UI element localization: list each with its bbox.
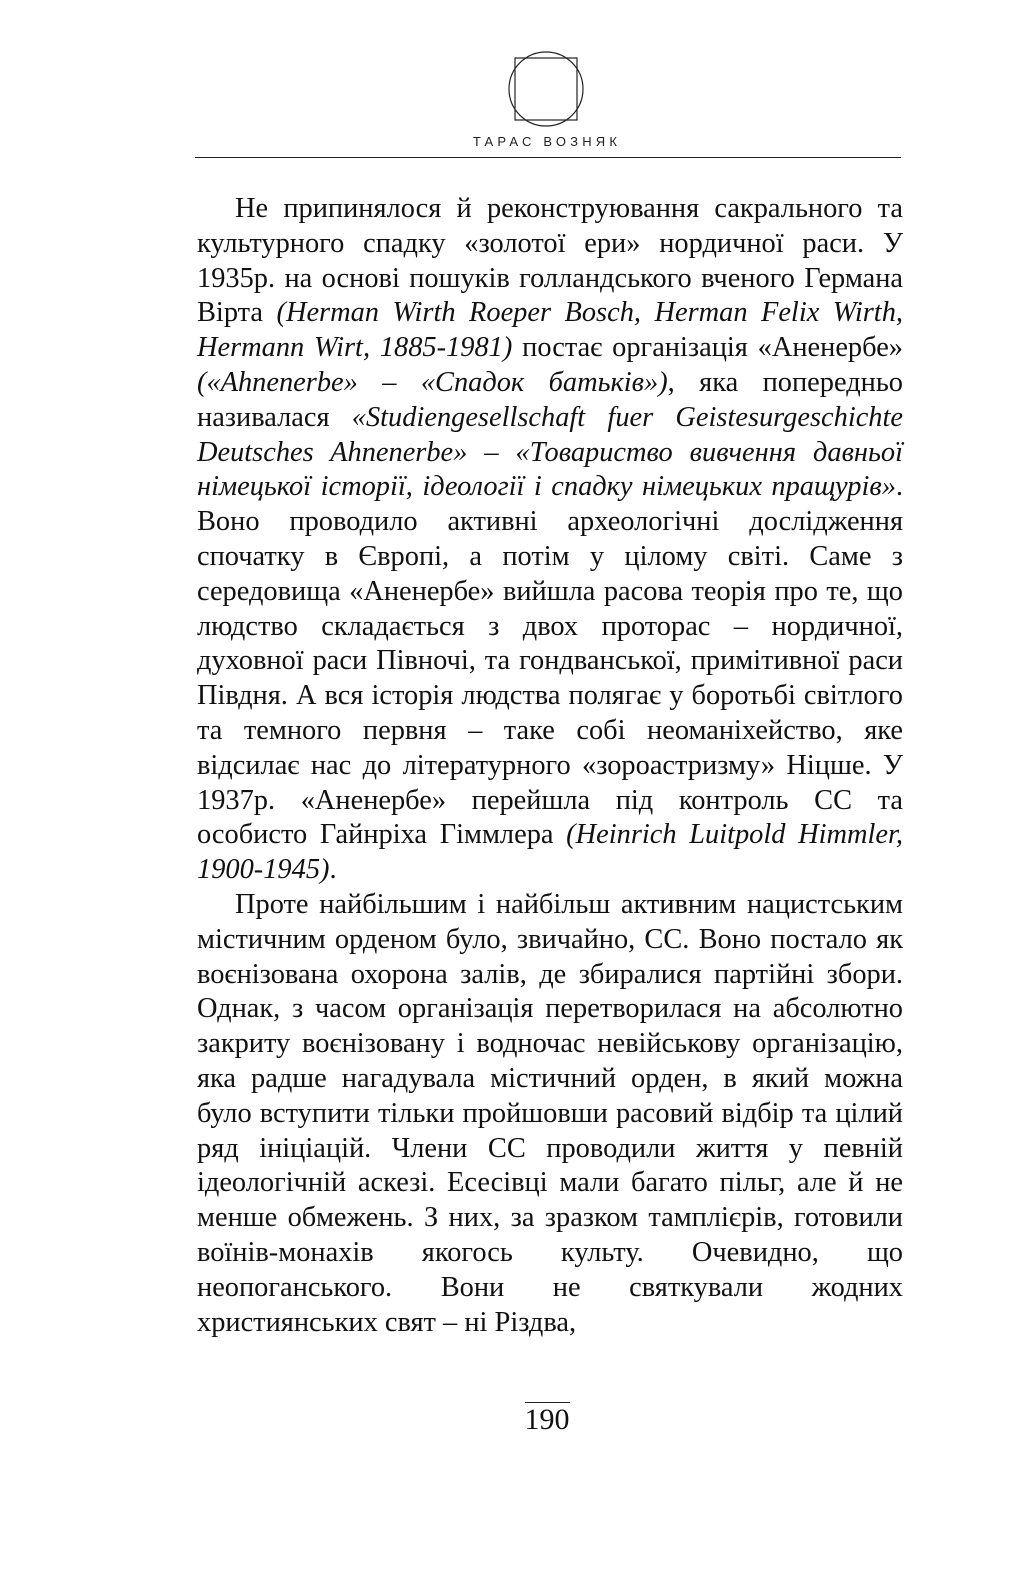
circle-square-emblem-icon xyxy=(508,42,584,132)
paragraph-1-italic-b: («Ahnenerbe» – «Спадок батьків») xyxy=(197,366,668,398)
header-divider xyxy=(195,157,901,158)
paragraph-1-text-c: , яка попередньо називалася xyxy=(197,366,903,433)
paragraph-1-text-e: . xyxy=(329,854,337,886)
paragraph-2: Проте найбільшим і найбільш активним нацистським містичним орденом було, звичайно, СС. Воно постало як воєнізована охорона залів, де збиралися партійні збори. Однак, з часом організація перетворилася на абсолютно закриту воєнізовану і водночас невійськову організацію, яка радше нагадувала містичний орден, в який можна було вступити тільки пройшовши расовий відбір та цілий ряд ініціацій. Члени СС проводили життя у певній ідеологічній аскезі. Есесівці мали багато пільг, але й не менше обмежень. З них, за зразком тамплієрів, готовили воїнів-монахів якогось культу. Очевидно, що неопоганського. Вони не святкували жодних християнських свят – ні Різдва, xyxy=(197,888,903,1338)
main-text xyxy=(197,192,903,1340)
paragraph-1-text-d: . Воно проводило активні археологічні дослідження спочатку в Європі, а потім у цілому світі. Саме з середовища «Аненербе» вийшла расова теорія про те, що людство складається з двох проторас – нордичної, духовної раси Півночі, та гондванської, примітивної раси Півдня. А вся історія людства полягає у боротьбі світлого та темного первня – таке собі неоманіхейство, яке відсилає нас до літературного «зороастризму» Ніцше. У 1937р. «Аненербе» перейшла під контроль СС та особисто Гайнріха Гіммлера xyxy=(197,471,903,851)
paragraph-1-italic-a: (Herman Wirth Roeper Bosch, Herman Felix Wirth, Hermann Wirt, 1885-1981) xyxy=(197,297,903,364)
paragraph-1 xyxy=(197,192,903,888)
paragraph-1-italic-d: (Heinrich Luitpold Himmler, 1900-1945) xyxy=(197,819,903,886)
running-head-author: ТАРАС ВОЗНЯК xyxy=(472,134,622,149)
paragraph-1-italic-c: «Studiengesellschaft fuer Geistesurgeschichte Deutsches Ahnenerbe» – «Товариство вивчення давньої німецької історії, ідеології і спадку німецьких пращурів» xyxy=(197,401,903,503)
page-number-value: 190 xyxy=(524,1403,570,1436)
page-number xyxy=(0,1402,1024,1437)
paragraph-1-text-a: Не припинялося й реконструювання сакрального та культурного спадку «золотої ери» нордичної раси. У 1935р. на основі пошуків голландського вченого Германа Вірта xyxy=(197,193,903,329)
paragraph-1-text-b: постає організація «Аненербе» xyxy=(512,332,903,364)
